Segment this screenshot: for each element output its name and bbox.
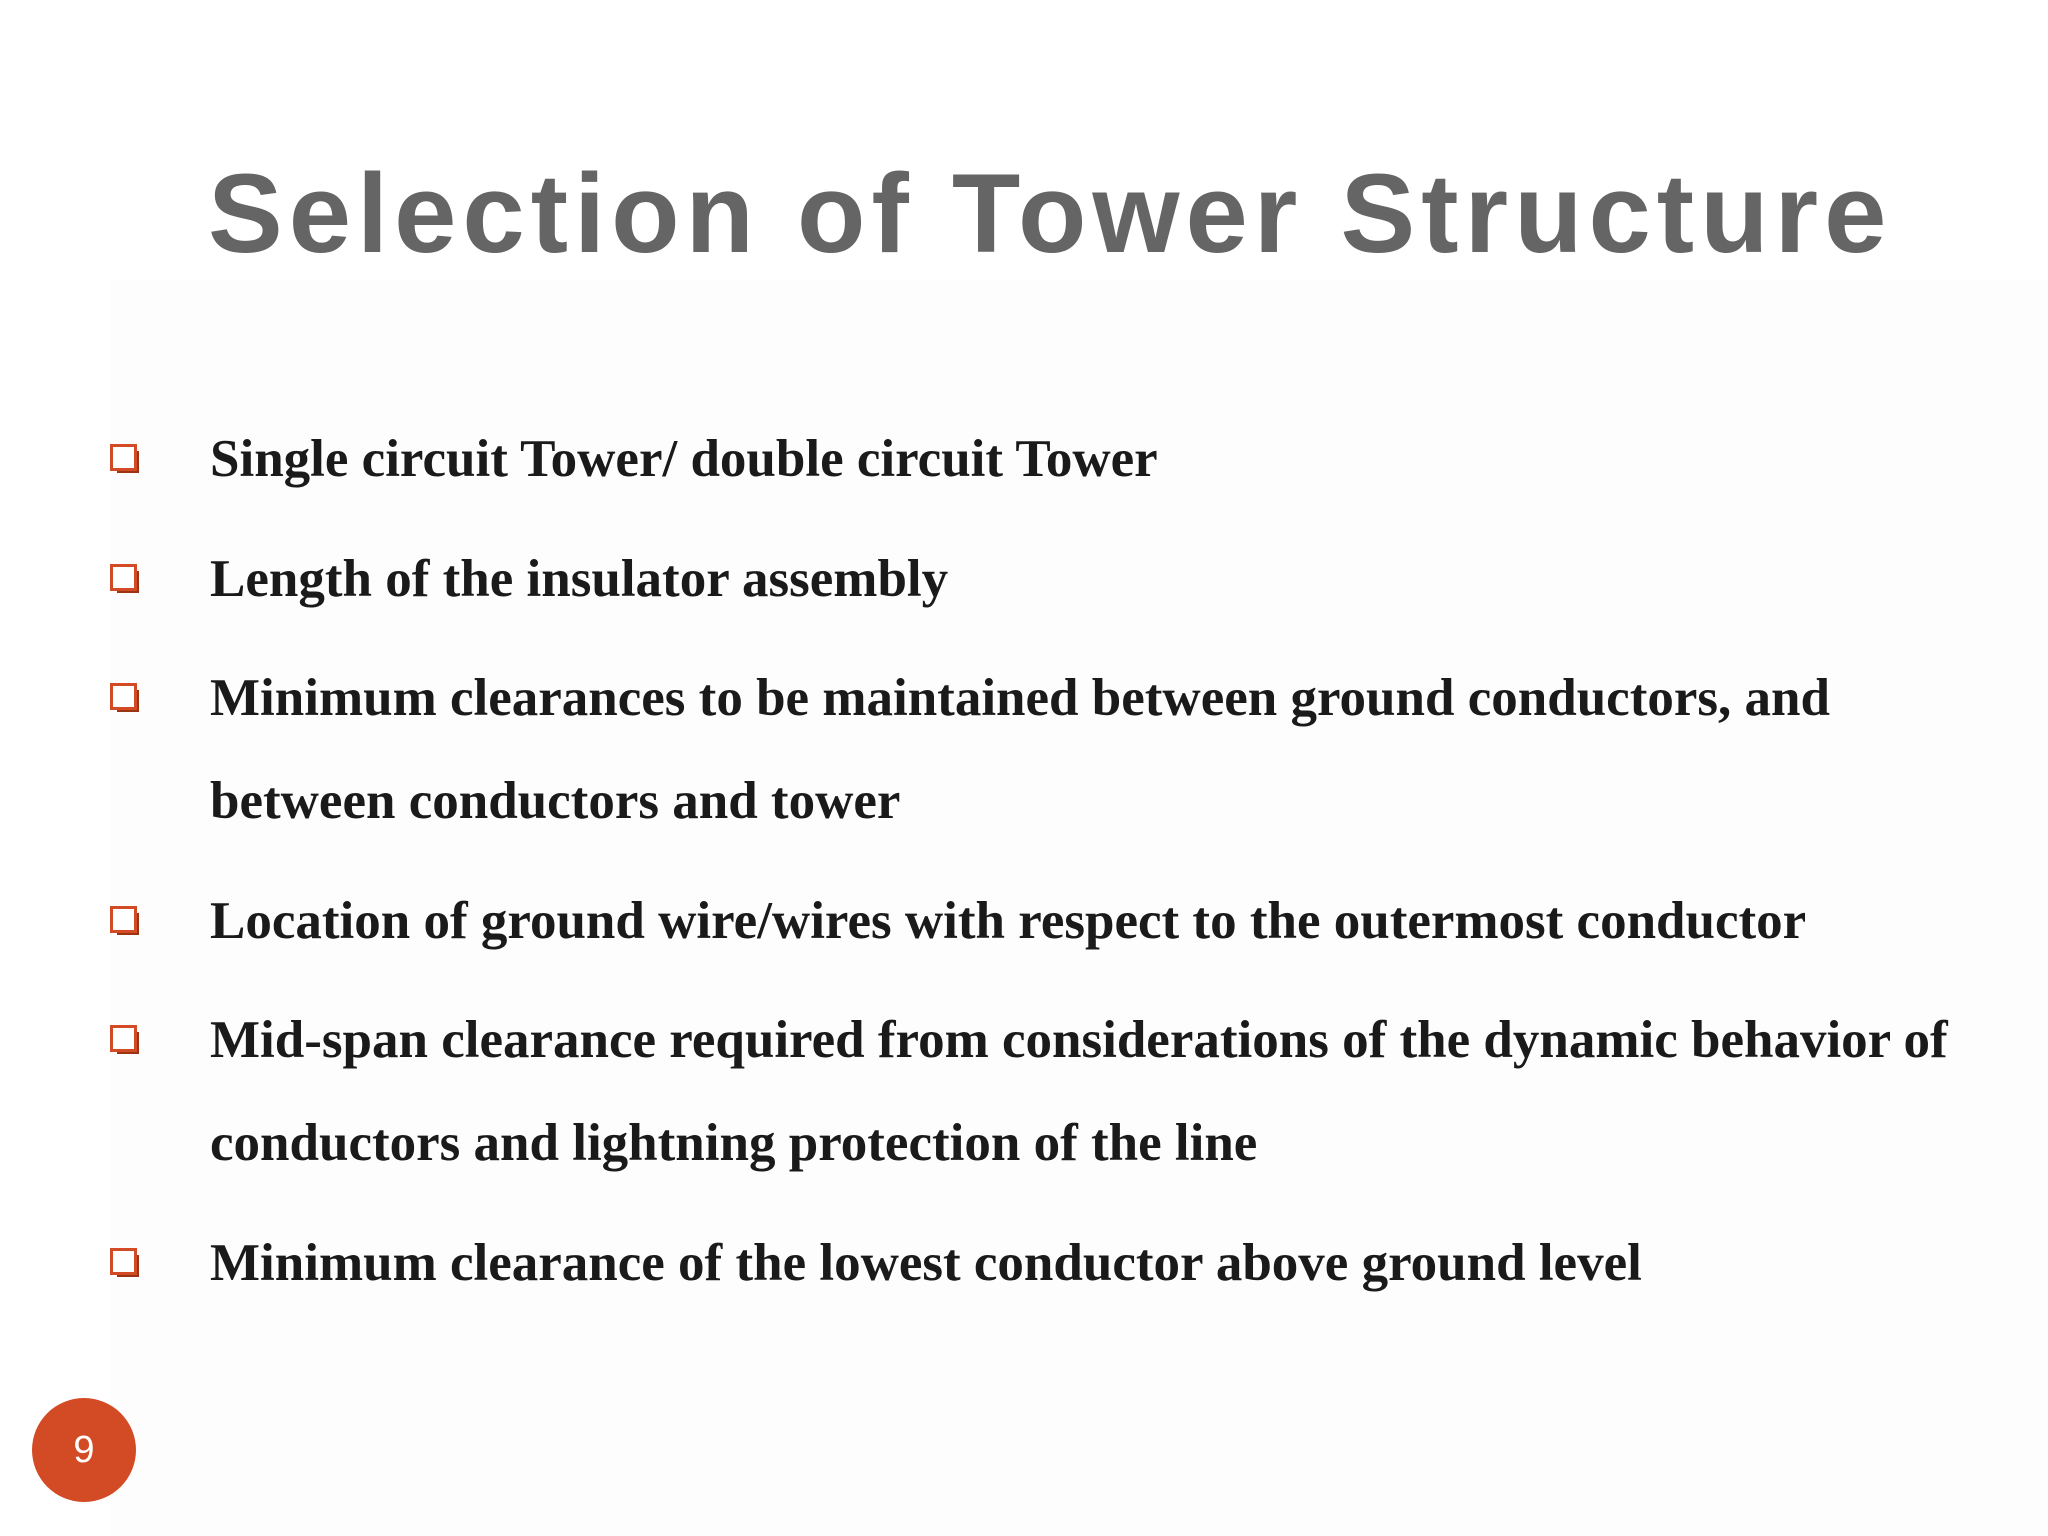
- bullet-text: Mid-span clearance required from considerations of the dynamic behavior of conductors and lightning protection of the line: [210, 1011, 1948, 1172]
- checkbox-icon: [110, 444, 140, 474]
- bullet-text: Minimum clearances to be maintained between ground conductors, and between conductors and tower: [210, 669, 1830, 830]
- page-number: 9: [73, 1428, 95, 1471]
- checkbox-icon: [110, 906, 140, 936]
- checkbox-icon: [110, 564, 140, 594]
- checkbox-icon: [110, 683, 140, 713]
- checkbox-icon: [110, 1025, 140, 1055]
- page-number-badge: [32, 1398, 136, 1502]
- slide-title: Selection of Tower Structure: [208, 151, 1893, 276]
- checkbox-icon: [110, 1248, 140, 1278]
- bullet-text: Single circuit Tower/ double circuit Tower: [210, 430, 1158, 488]
- bullet-text: Length of the insulator assembly: [210, 550, 949, 608]
- bullet-text: Location of ground wire/wires with respect to the outermost conductor: [210, 892, 1807, 950]
- bullet-text: Minimum clearance of the lowest conductor above ground level: [210, 1234, 1642, 1292]
